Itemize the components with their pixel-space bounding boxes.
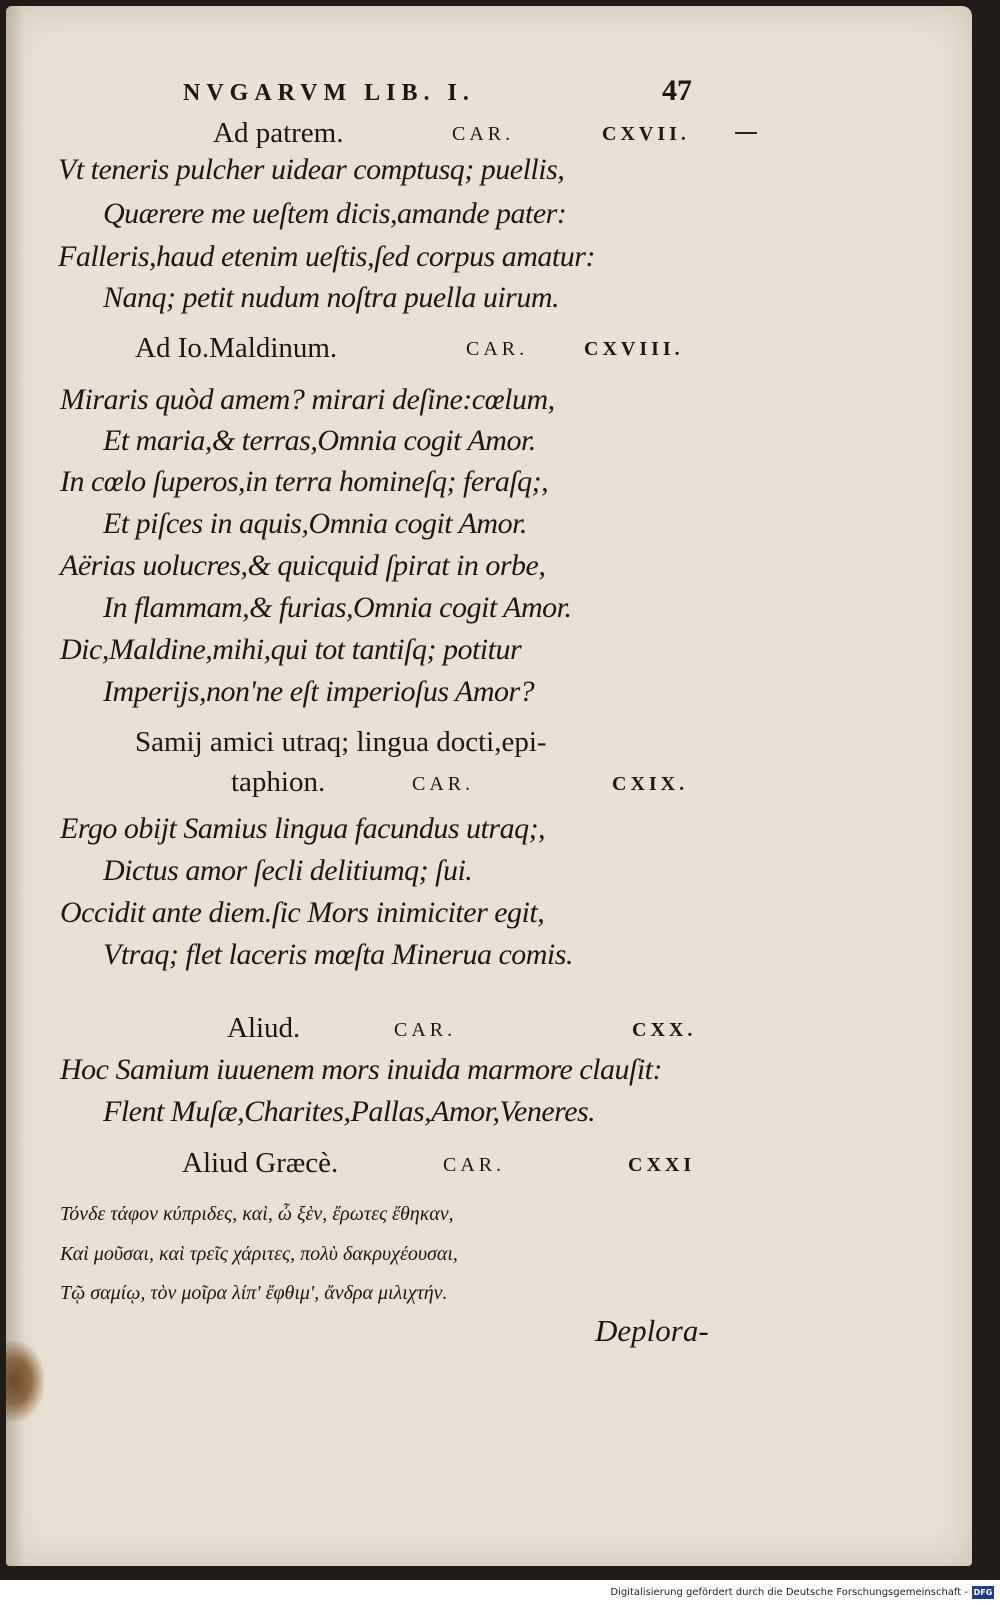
greek-verse-line: Τόνδε τάφον κύπριδες, καὶ, ὦ ξὲν, ἔρωτες ἔθηκαν, <box>60 1203 454 1225</box>
poem-title-continued: taphion. <box>231 766 326 798</box>
verse-line: Dictus amor ſecli delitiumq; ſui. <box>103 854 473 887</box>
poem-number: CXIX. <box>612 773 689 795</box>
verse-line: Dic,Maldine,mihi,qui tot tantiſq; potitur <box>60 633 522 666</box>
poem-title: Ad Io.Maldinum. <box>135 332 338 364</box>
funding-credit: Digitalisierung gefördert durch die Deutsche Forschungsgemeinschaft - <box>610 1587 968 1598</box>
poem-car-label: CAR. <box>412 773 475 795</box>
verse-line: Et piſces in aquis,Omnia cogit Amor. <box>103 507 527 540</box>
verse-line: Et maria,& terras,Omnia cogit Amor. <box>103 424 536 457</box>
verse-line: Vt teneris pulcher uidear comptusq; puellis, <box>58 153 565 186</box>
verse-line: Imperijs,non'ne eſt imperioſus Amor? <box>103 675 535 708</box>
verse-line: Falleris,haud etenim ueſtis,ſed corpus amatur: <box>58 240 595 273</box>
poem-number: CXVII. <box>602 123 690 145</box>
verse-line: In flammam,& furias,Omnia cogit Amor. <box>103 591 572 624</box>
verse-line: Quærere me ueſtem dicis,amande pater: <box>103 197 567 230</box>
verse-line: Miraris quòd amem? mirari deſine:cœlum, <box>60 383 555 416</box>
paper-stain <box>6 1341 44 1421</box>
poem-car-label: CAR. <box>466 338 529 360</box>
greek-verse-line: Καὶ μοῦσαι, καὶ τρεῖς χάριτες, πολὺ δακρυχέουσαι, <box>60 1243 458 1265</box>
poem-title: Aliud Græcè. <box>182 1147 339 1179</box>
poem-car-label: CAR. <box>394 1019 457 1041</box>
ink-dash <box>735 132 757 134</box>
page-number: 47 <box>662 74 692 107</box>
poem-car-label: CAR. <box>443 1154 506 1176</box>
verse-line: Hoc Samium iuuenem mors inuida marmore clauſit: <box>60 1053 662 1086</box>
poem-title: Ad patrem. <box>213 117 344 149</box>
poem-title: Samij amici utraq; lingua docti,epi- <box>135 726 547 758</box>
poem-number: CXXI <box>628 1154 696 1176</box>
running-title: NVGARVM LIB. I. <box>183 80 475 106</box>
verse-line: Nanq; petit nudum noſtra puella uirum. <box>103 281 559 314</box>
verse-line: Ergo obijt Samius lingua facundus utraq;, <box>60 812 546 845</box>
poem-title: Aliud. <box>227 1012 301 1044</box>
page-edge-shadow <box>6 6 24 1566</box>
dfg-logo: DFG <box>973 1588 993 1597</box>
verse-line: Aërias uolucres,& quicquid ſpirat in orbe, <box>60 549 546 582</box>
greek-verse-line: Τῷ σαμίῳ, τὸν μοῖρα λίπ' ἔφθιμ', ἄνδρα μιλιχτήν. <box>60 1282 448 1304</box>
verse-line: Vtraq; flet laceris mœſta Minerua comis. <box>103 938 573 971</box>
verse-line: Occidit ante diem.ſic Mors inimiciter egit, <box>60 896 545 929</box>
verse-line: In cœlo ſuperos,in terra homineſq; feraſq;, <box>60 465 549 498</box>
catchword: Deplora- <box>595 1313 709 1348</box>
poem-number: CXX. <box>632 1019 697 1041</box>
poem-car-label: CAR. <box>452 123 515 145</box>
verse-line: Flent Muſæ,Charites,Pallas,Amor,Veneres. <box>103 1095 596 1128</box>
poem-number: CXVIII. <box>584 338 684 360</box>
